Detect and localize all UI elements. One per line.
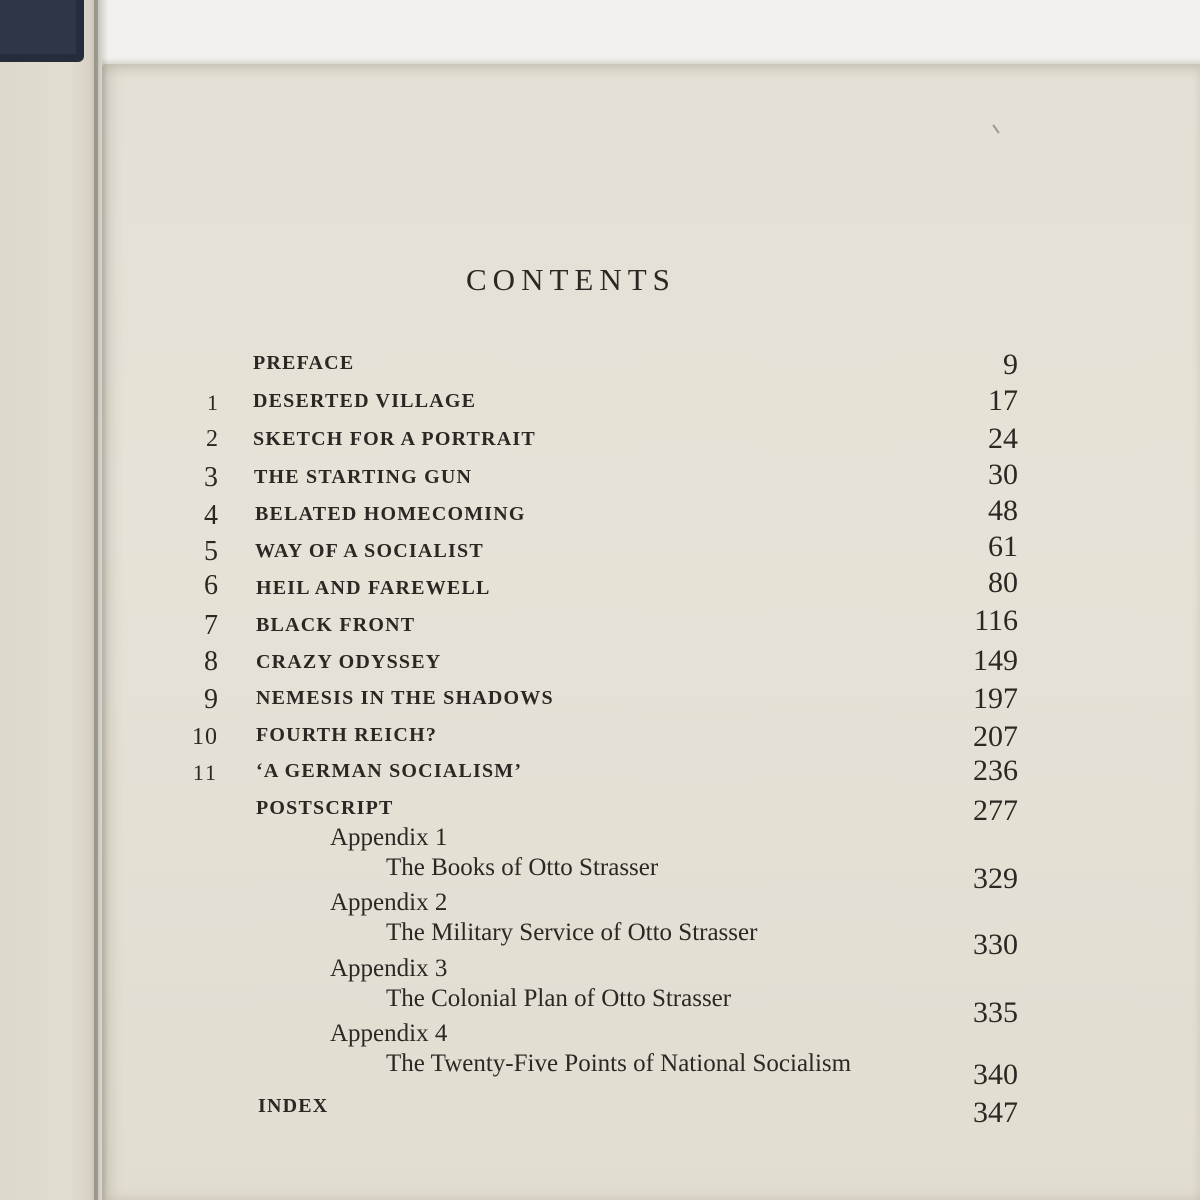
page-number: 330 [973,928,1018,961]
entry-title: CRAZY ODYSSEY [256,651,442,673]
entry-title: WAY OF A SOCIALIST [255,540,484,562]
chapter-number: 7 [204,610,218,641]
appendix-title: The Colonial Plan of Otto Strasser [386,985,732,1012]
chapter-number: 9 [204,684,218,715]
entry-title: DESERTED VILLAGE [253,390,477,412]
entry-title-postscript: POSTSCRIPT [256,797,394,819]
page-number: 329 [973,862,1018,895]
page-number: 335 [973,996,1018,1029]
page-number: 149 [973,644,1018,677]
page-number: 80 [988,566,1018,599]
chapter-number: 10 [192,724,218,750]
entry-title: HEIL AND FAREWELL [256,577,491,599]
appendix-title: The Twenty-Five Points of National Socialism [386,1050,852,1077]
entry-title-index: INDEX [258,1095,329,1117]
chapter-number: 3 [204,462,218,493]
appendix-title: The Military Service of Otto Strasser [386,919,758,946]
chapter-number: 5 [204,536,218,567]
page-number: 340 [973,1058,1018,1091]
chapter-number: 1 [207,390,218,415]
page-number: 48 [988,494,1018,527]
page-number: 347 [973,1096,1018,1129]
page-number: 116 [974,604,1018,637]
book-cover-corner [0,0,84,62]
page-number: 24 [988,422,1018,455]
appendix-label: Appendix 4 [330,1020,448,1047]
appendix-title: The Books of Otto Strasser [386,854,659,881]
page-number: 9 [1003,348,1018,381]
chapter-number: 4 [204,500,218,531]
entry-title-preface: PREFACE [253,352,355,374]
page-number: 30 [988,458,1018,491]
page-number: 61 [988,530,1018,563]
gutter-shadow [94,0,108,1200]
page-number: 17 [988,384,1018,417]
entry-title: ‘A GERMAN SOCIALISM’ [256,760,523,782]
appendix-label: Appendix 2 [330,889,448,916]
entry-title: BLACK FRONT [256,614,416,636]
entry-title: SKETCH FOR A PORTRAIT [253,428,536,450]
chapter-number: 8 [204,646,218,677]
page-number: 236 [973,754,1018,787]
page-number: 277 [973,794,1018,827]
chapter-number: 2 [206,426,218,452]
appendix-label: Appendix 1 [330,824,448,851]
left-page [0,0,98,1200]
chapter-number: 11 [192,760,218,785]
chapter-number: 6 [204,570,218,601]
page-number: 207 [973,720,1018,753]
entry-title: NEMESIS IN THE SHADOWS [256,687,554,709]
appendix-label: Appendix 3 [330,955,448,982]
page-number: 197 [973,682,1018,715]
entry-title: THE STARTING GUN [254,466,473,488]
entry-title: BELATED HOMECOMING [255,503,526,525]
page-title: CONTENTS [466,262,676,297]
entry-title: FOURTH REICH? [256,724,438,746]
